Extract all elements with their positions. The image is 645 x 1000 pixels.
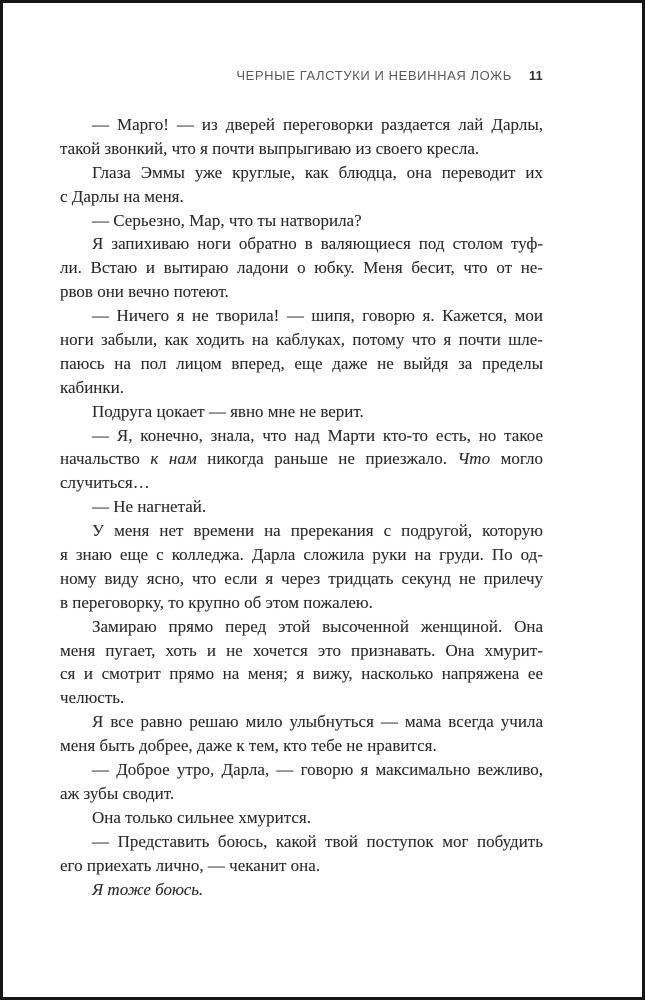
paragraph (60, 400, 543, 424)
running-header (60, 68, 543, 84)
text-line-content: — Доброе утро, Дарла, — говорю я максимально вежливо, (92, 760, 543, 780)
text-line (60, 280, 543, 304)
text-line-content: Она только сильнее хмурится. (92, 807, 311, 827)
text-line-content: кабинки. (60, 377, 124, 397)
text-line-content: ли. Встаю и вытираю ладони о юбку. Меня бесит, что от не- (60, 258, 543, 278)
text-line-content: меня пугает, хоть и не хочется это признавать. Она хмурит- (60, 640, 543, 660)
paragraph (60, 304, 543, 400)
text-line (60, 806, 543, 830)
text-line-content: челюсть. (60, 688, 125, 708)
text-line-content: с Дарлы на меня. (60, 186, 184, 206)
text-line-content: Я тоже боюсь. (92, 879, 204, 899)
text-line (60, 256, 543, 280)
text-line-content: ся и смотрит прямо на меня; я вижу, насколько напряжена ее (60, 664, 543, 684)
text-line-content: такой звонкий, что я почти выпрыгиваю из своего кресла. (60, 138, 480, 158)
text-line-content: — Представить боюсь, какой твой поступок мог побудить (92, 831, 543, 851)
text-line (60, 185, 543, 209)
text-line-content: — Марго! — из дверей переговорки раздается лай Дарлы, (92, 115, 543, 134)
text-line-content: в переговорку, то крупно об этом пожалею. (60, 592, 373, 612)
text-line-content: Глаза Эммы уже круглые, как блюдца, она переводит их (92, 162, 543, 182)
paragraph (60, 615, 543, 711)
text-line-content: паюсь на пол лицом вперед, еще даже не выйдя за пределы (60, 353, 543, 373)
text-line (60, 137, 543, 161)
text-line (60, 734, 543, 758)
text-line (60, 878, 543, 902)
text-line-content: — Не нагнетай. (92, 497, 207, 517)
paragraph (60, 113, 543, 161)
paragraph (60, 758, 543, 806)
text-line (60, 662, 543, 686)
text-line (60, 758, 543, 782)
page-body (60, 113, 543, 901)
text-line (60, 352, 543, 376)
text-line-content: ноги забыли, как ходить на каблуках, потому что я почти шле- (60, 330, 543, 350)
text-line-content: Подруга цокает — явно мне не верит. (92, 401, 364, 421)
text-line-content: Замираю прямо перед этой высоченной женщиной. Она (92, 616, 543, 636)
text-line (60, 495, 543, 519)
text-line (60, 447, 543, 471)
text-line (60, 400, 543, 424)
paragraph (60, 519, 543, 615)
paragraph (60, 424, 543, 496)
paragraph (60, 878, 543, 902)
text-line (60, 113, 543, 137)
text-line-content: случиться… (60, 473, 150, 493)
text-line (60, 854, 543, 878)
text-line-content: меня быть добрее, даже к тем, кто тебе не нравится. (60, 736, 437, 756)
book-page (3, 3, 642, 997)
text-line-content: — Ничего я не творила! — шипя, говорю я. Кажется, мои (92, 306, 543, 326)
paragraph (60, 209, 543, 233)
text-line-content: — Серьезно, Мар, что ты натворила? (92, 210, 362, 230)
paragraph (60, 806, 543, 830)
text-line-content: ному виду ясно, что если я через тридцать секунд не прилечу (60, 568, 543, 588)
text-line-content: начальство к нам никогда раньше не приезжало. Что могло (60, 449, 543, 469)
text-line-content: я знаю еще с колледжа. Дарла сложила руки на груди. По од- (60, 545, 543, 565)
text-line (60, 543, 543, 567)
page-number: 11 (528, 68, 543, 83)
paragraph (60, 161, 543, 209)
text-line (60, 376, 543, 400)
text-line (60, 639, 543, 663)
text-line (60, 686, 543, 710)
text-line (60, 567, 543, 591)
text-line (60, 304, 543, 328)
text-line-content: Я все равно решаю мило улыбнуться — мама всегда учила (92, 712, 543, 732)
text-line (60, 615, 543, 639)
text-line-content: Я запихиваю ноги обратно в валяющиеся под столом туф- (92, 234, 543, 254)
text-line-content: его приехать лично, — чеканит она. (60, 855, 321, 875)
text-line (60, 328, 543, 352)
text-line (60, 424, 543, 448)
text-line (60, 710, 543, 734)
text-line-content: У меня нет времени на пререкания с подругой, которую (92, 521, 543, 541)
paragraph (60, 232, 543, 304)
text-line-content: аж зубы сводит. (60, 783, 175, 803)
text-line (60, 830, 543, 854)
text-line-content: — Я, конечно, знала, что над Марти кто-то есть, но такое (92, 425, 543, 445)
text-line-content: рвов они вечно потеют. (60, 282, 229, 302)
text-line (60, 782, 543, 806)
text-line (60, 161, 543, 185)
text-line (60, 471, 543, 495)
text-line (60, 232, 543, 256)
paragraph (60, 830, 543, 878)
text-line (60, 591, 543, 615)
text-line (60, 519, 543, 543)
paragraph (60, 495, 543, 519)
paragraph (60, 710, 543, 758)
running-header-title: ЧЕРНЫЕ ГАЛСТУКИ И НЕВИННАЯ ЛОЖЬ (236, 68, 512, 83)
text-line (60, 209, 543, 233)
